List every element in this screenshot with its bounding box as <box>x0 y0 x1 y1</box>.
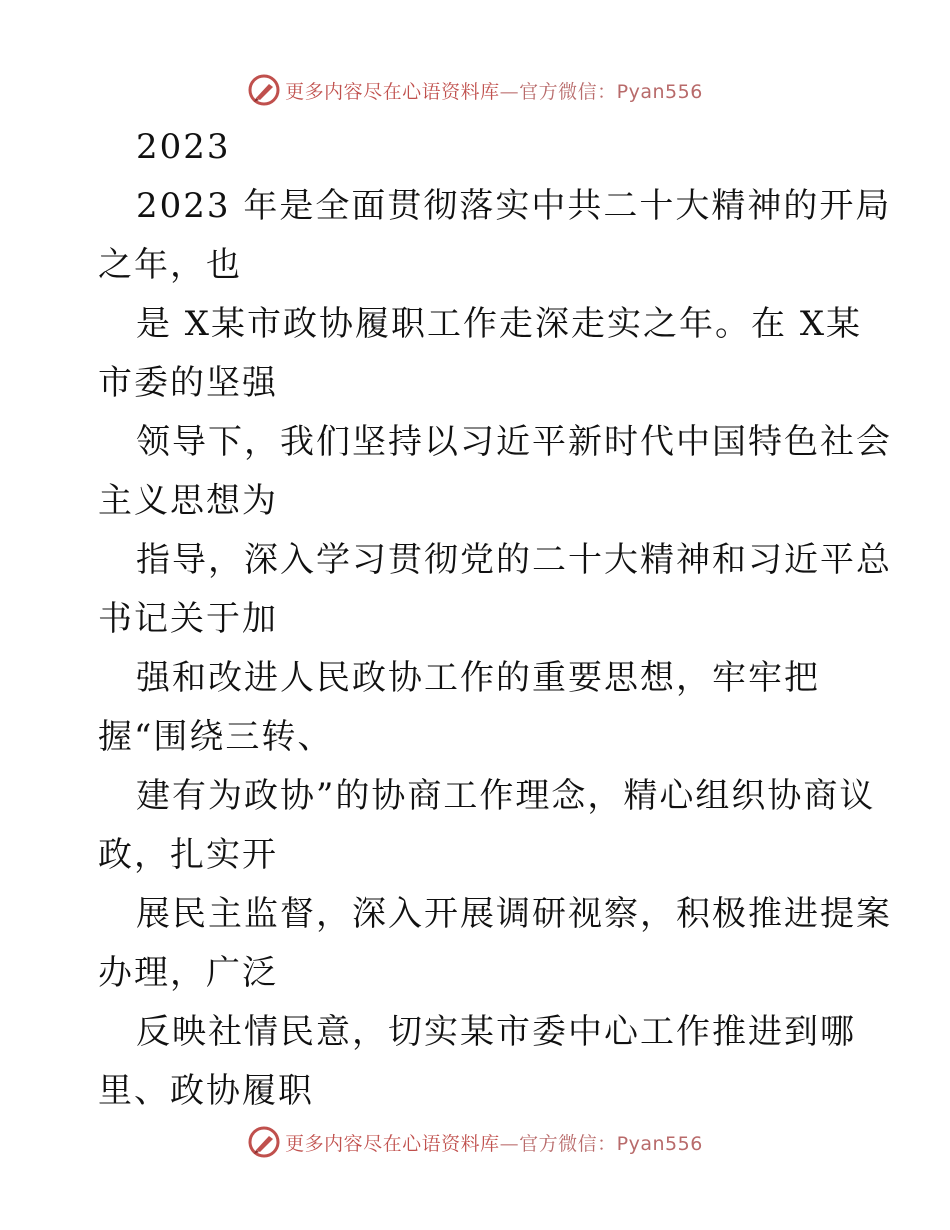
text-line: 市委的坚强 <box>98 363 278 403</box>
header-watermark <box>0 70 950 110</box>
text-line: 指导，深入学习贯彻党的二十大精神和习近平总 <box>136 540 892 580</box>
footer-watermark <box>0 1122 950 1162</box>
watermark-text: 更多内容尽在心语资料库—官方微信：Pyan556 <box>285 80 703 103</box>
text-line: 领导下，我们坚持以习近平新时代中国特色社会 <box>136 422 892 462</box>
text-line: 政，扎实开 <box>98 835 278 875</box>
text-line: 里、政协履职 <box>98 1071 314 1111</box>
text-line: 建有为政协”的协商工作理念，精心组织协商议 <box>136 776 876 816</box>
text-line: 握“围绕三转、 <box>98 717 334 757</box>
text-line: 之年，也 <box>98 245 242 285</box>
document-body <box>98 118 892 1121</box>
text-line: 2023 年是全面贯彻落实中共二十大精神的开局 <box>136 186 892 226</box>
text-line: 办理，广泛 <box>98 953 278 993</box>
text-line: 强和改进人民政协工作的重要思想，牢牢把 <box>136 658 820 698</box>
text-line: 是 X某市政协履职工作走深走实之年。在 X某 <box>136 304 863 344</box>
text-line: 展民主监督，深入开展调研视察，积极推进提案 <box>136 894 892 934</box>
pen-logo-icon <box>247 1125 281 1159</box>
text-line: 主义思想为 <box>98 481 278 521</box>
text-line: 书记关于加 <box>98 599 278 639</box>
watermark-text: 更多内容尽在心语资料库—官方微信：Pyan556 <box>285 1132 703 1155</box>
text-line: 2023 <box>136 127 231 167</box>
text-line: 反映社情民意，切实某市委中心工作推进到哪 <box>136 1012 856 1052</box>
pen-logo-icon <box>247 73 281 107</box>
